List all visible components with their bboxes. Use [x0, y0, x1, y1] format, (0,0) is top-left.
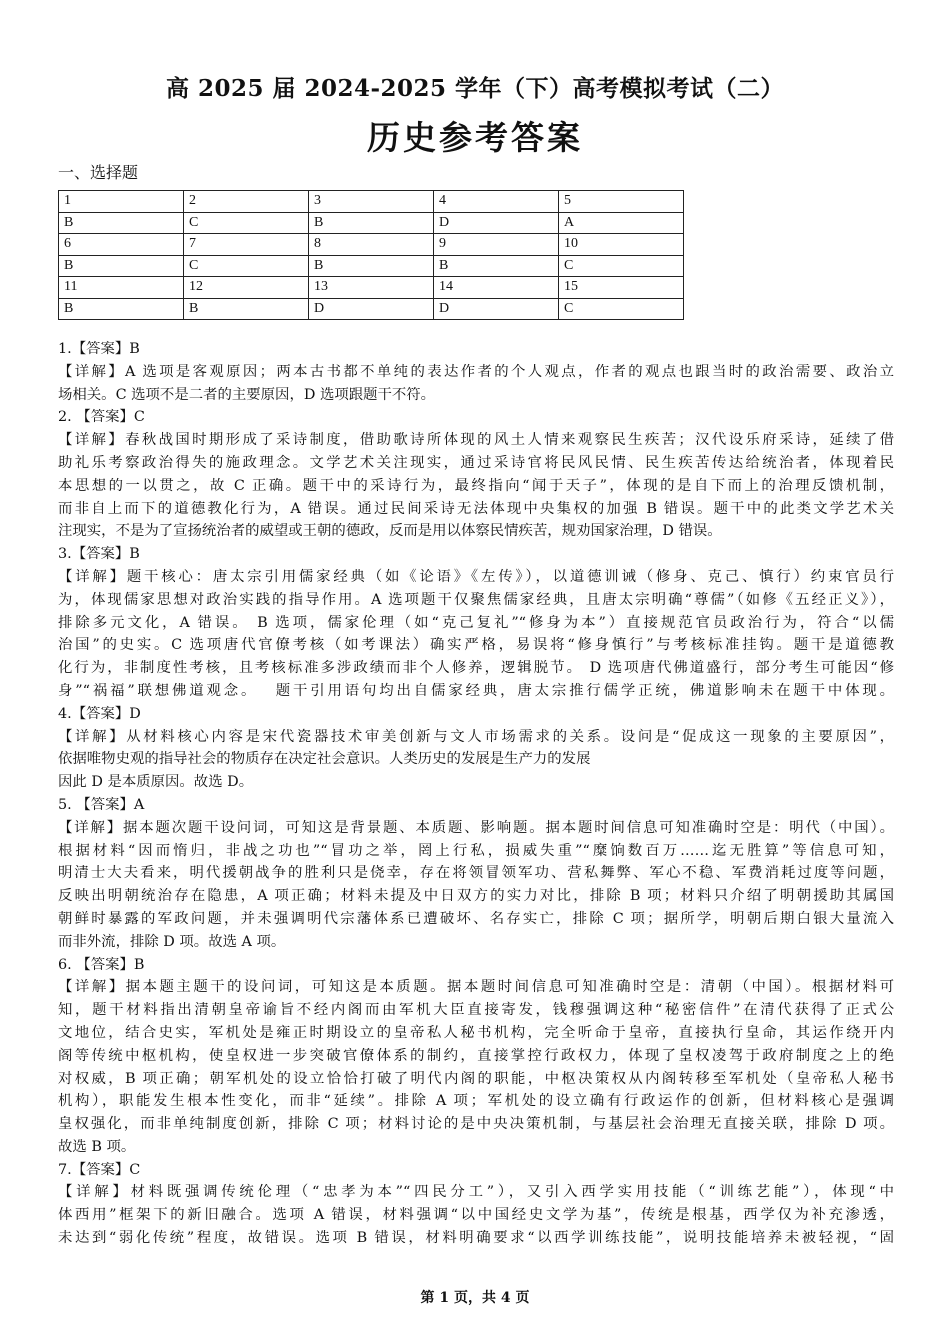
text-line: 知，题干材料指出清朝皇帝谕旨不经内阁而由军机大臣直接寄发，钱穆强调这种“秘密信件”在清代获得了正式公 [58, 1002, 894, 1019]
text-line: 为，体现儒家思想对政治实践的指导作用。A 选项题干仅聚焦儒家经典，且唐太宗明确“尊儒”（如修《五经正义》）， [58, 591, 894, 608]
text-line: 身”“祸福”联想佛道观念。 题干引用语句均出自儒家经典，唐太宗推行儒学正统，佛道影响未在题干中体现。 [58, 682, 894, 699]
text-line: 【详解】材料既强调传统伦理（“忠孝为本”“四民分工”），又引入西学实用技能（“训练艺能”），体现“中 [58, 1184, 894, 1201]
text-line: 2. 【答案】C [58, 409, 145, 426]
table-cell: B [434, 255, 559, 277]
table-cell: 8 [309, 234, 434, 256]
text-line: 【详解】据本题次题干设问词，可知这是背景题、本质题、影响题。据本题时间信息可知准确时空是：明代（中国）。 [58, 819, 894, 836]
table-cell: C [559, 298, 684, 320]
table-cell: D [309, 298, 434, 320]
text-line: 场相关。C 选项不是二者的主要原因，D 选项跟题干不符。 [58, 386, 436, 403]
table-row [59, 212, 684, 234]
table-cell: 6 [59, 234, 184, 256]
text-line: 皇权强化，而非单纯制度创新，排除 C 项；材料讨论的是中央决策机制，与基层社会治理无直接关联，排除 D 项。 [58, 1116, 894, 1133]
text-line: 而非外流，排除 D 项。故选 A 项。 [58, 933, 286, 950]
text-line: 7.【答案】C [58, 1161, 141, 1178]
table-cell: B [59, 212, 184, 234]
table-cell: 3 [309, 191, 434, 213]
page-subtitle: 历史参考答案 [367, 118, 583, 157]
page-footer: 第 1 页，共 4 页 [420, 1290, 530, 1306]
table-row [59, 277, 684, 299]
text-line: 朝鲜时暴露的军政问题，并未强调明代宗藩体系已遭破坏、名存实亡，排除 C 项；据所学，明朝后期白银大量流入 [58, 910, 894, 927]
table-cell: 2 [184, 191, 309, 213]
table-cell: A [559, 212, 684, 234]
explanation-body [58, 338, 894, 1250]
text-line: 【详解】春秋战国时期形成了采诗制度，借助歌诗所体现的风土人情来观察民生疾苦；汉代设乐府采诗，延续了借 [58, 432, 894, 449]
table-row [59, 298, 684, 320]
text-line: 因此 D 是本质原因。故选 D。 [58, 774, 254, 791]
text-line: 故选 B 项。 [58, 1138, 136, 1155]
answer-table [58, 190, 684, 320]
table-row [59, 255, 684, 277]
text-line: 机构），职能发生根本性变化，而非“延续”。排除 A 项；军机处的设立确有行政运作的创新，但材料核心是强调 [58, 1093, 894, 1110]
table-cell: 1 [59, 191, 184, 213]
text-line: 对权威，B 项正确；朝军机处的设立恰恰打破了明代内阁的职能，中枢决策权从内阁转移至军机处（皇帝私人秘书 [58, 1070, 894, 1087]
table-cell: 15 [559, 277, 684, 299]
text-line: 【详解】从材料核心内容是宋代瓷器技术审美创新与文人市场需求的关系。设问是“促成这一现象的主要原因”， [58, 728, 894, 745]
table-cell: C [184, 212, 309, 234]
text-line: 反映出明朝统治存在隐患，A 项正确；材料未提及中日双方的实力对比，排除 B 项；材料只介绍了明朝援助其属国 [58, 888, 894, 905]
table-cell: D [434, 212, 559, 234]
text-line: 排除多元文化，A 错误。 B 选项，儒家伦理（如“克己复礼”“修身为本”）直接规范官员政治行为，符合“以儒 [58, 614, 894, 631]
table-cell: C [559, 255, 684, 277]
text-line: 文地位，结合史实，军机处是雍正时期设立的皇帝私人秘书机构，完全听命于皇帝，直接执行皇命，其运作绕开内 [58, 1024, 894, 1041]
table-cell: B [309, 212, 434, 234]
table-cell: 12 [184, 277, 309, 299]
table-cell: B [184, 298, 309, 320]
text-line: 本思想的一以贯之，故 C 正确。题干中的采诗行为，最终指向“闻于天子”，体现的是自下而上的治理反馈机制， [58, 477, 894, 494]
table-cell: 4 [434, 191, 559, 213]
text-line: 助礼乐考察政治得失的施政理念。文学艺术关注现实，通过采诗官将民风民情、民生疾苦传达给统治者，体现着民 [58, 454, 894, 471]
table-cell: D [434, 298, 559, 320]
text-line: 【详解】据本题主题干的设问词，可知这是本质题。据本题时间信息可知准确时空是：清朝（中国）。根据材料可 [58, 979, 894, 996]
text-line: 根据材料“因而惰归，非战之功也”“冒功之举，罔上行私，损威失重”“糜饷数百万……迄无胜算”等信息可知， [58, 842, 894, 859]
text-line: 治国”的史实。C 选项唐代官僚考核（如考课法）确实严格，易误将“修身慎行”与考核标准挂钩。题干是道德教 [58, 637, 894, 654]
text-line: 而非自上而下的道德教化行为，A 错误。通过民间采诗无法体现中央集权的加强 B 错误。题干中的此类文学艺术关 [58, 500, 894, 517]
text-line: 【详解】A 选项是客观原因；两本古书都不单纯的表达作者的个人观点，作者的观点也跟当时的政治需要、政治立 [58, 363, 894, 380]
table-cell: 13 [309, 277, 434, 299]
text-line: 4.【答案】D [58, 705, 141, 722]
text-line: 6. 【答案】B [58, 956, 145, 973]
text-line: 1.【答案】B [58, 341, 140, 357]
table-cell: 9 [434, 234, 559, 256]
text-line: 依据唯物史观的指导社会的物质存在决定社会意识。人类历史的发展是生产力的发展 [58, 751, 591, 768]
table-cell: B [309, 255, 434, 277]
table-row [59, 234, 684, 256]
text-line: 【详解】题干核心：唐太宗引用儒家经典（如《论语》《左传》），以道德训诫（修身、克己、慎行）约束官员行 [58, 568, 894, 585]
text-line: 3.【答案】B [58, 546, 140, 563]
table-cell: C [184, 255, 309, 277]
exam-title: 高 2025 届 2024-2025 学年（下）高考模拟考试（二） [165, 75, 785, 102]
text-line: 阁等传统中枢机构，使皇权进一步突破官僚体系的制约，直接掌控行政权力，体现了皇权凌驾于政府制度之上的绝 [58, 1047, 894, 1064]
text-line: 化行为，非制度性考核，且考核标准多涉政绩而非个人修养，逻辑脱节。 D 选项唐代佛道盛行，部分考生可能因“修 [58, 660, 894, 677]
table-cell: 5 [559, 191, 684, 213]
text-line: 未达到“弱化传统”程度，故错误。选项 B 错误，材料明确要求“以西学训练技能”，说明技能培养未被轻视，“固 [58, 1230, 894, 1247]
table-cell: B [59, 298, 184, 320]
table-cell: 10 [559, 234, 684, 256]
section-heading: 一、选择题 [58, 163, 139, 182]
text-line: 注现实，不是为了宣扬统治者的威望或王朝的德政，反而是用以体察民情疾苦，规劝国家治理，D 错误。 [58, 523, 722, 540]
text-line: 明清士大夫看来，明代援朝战争的胜利只是侥幸，存在将领冒领军功、营私舞弊、军心不稳、军费消耗过度等问题， [58, 865, 894, 882]
table-cell: 11 [59, 277, 184, 299]
table-cell: 7 [184, 234, 309, 256]
text-line: 5. 【答案】A [58, 796, 145, 813]
table-row [59, 191, 684, 213]
text-line: 体西用”框架下的新旧融合。选项 A 错误，材料强调“以中国经史文学为基”，传统是根基，西学仅为补充渗透， [58, 1207, 894, 1224]
table-cell: 14 [434, 277, 559, 299]
table-cell: B [59, 255, 184, 277]
